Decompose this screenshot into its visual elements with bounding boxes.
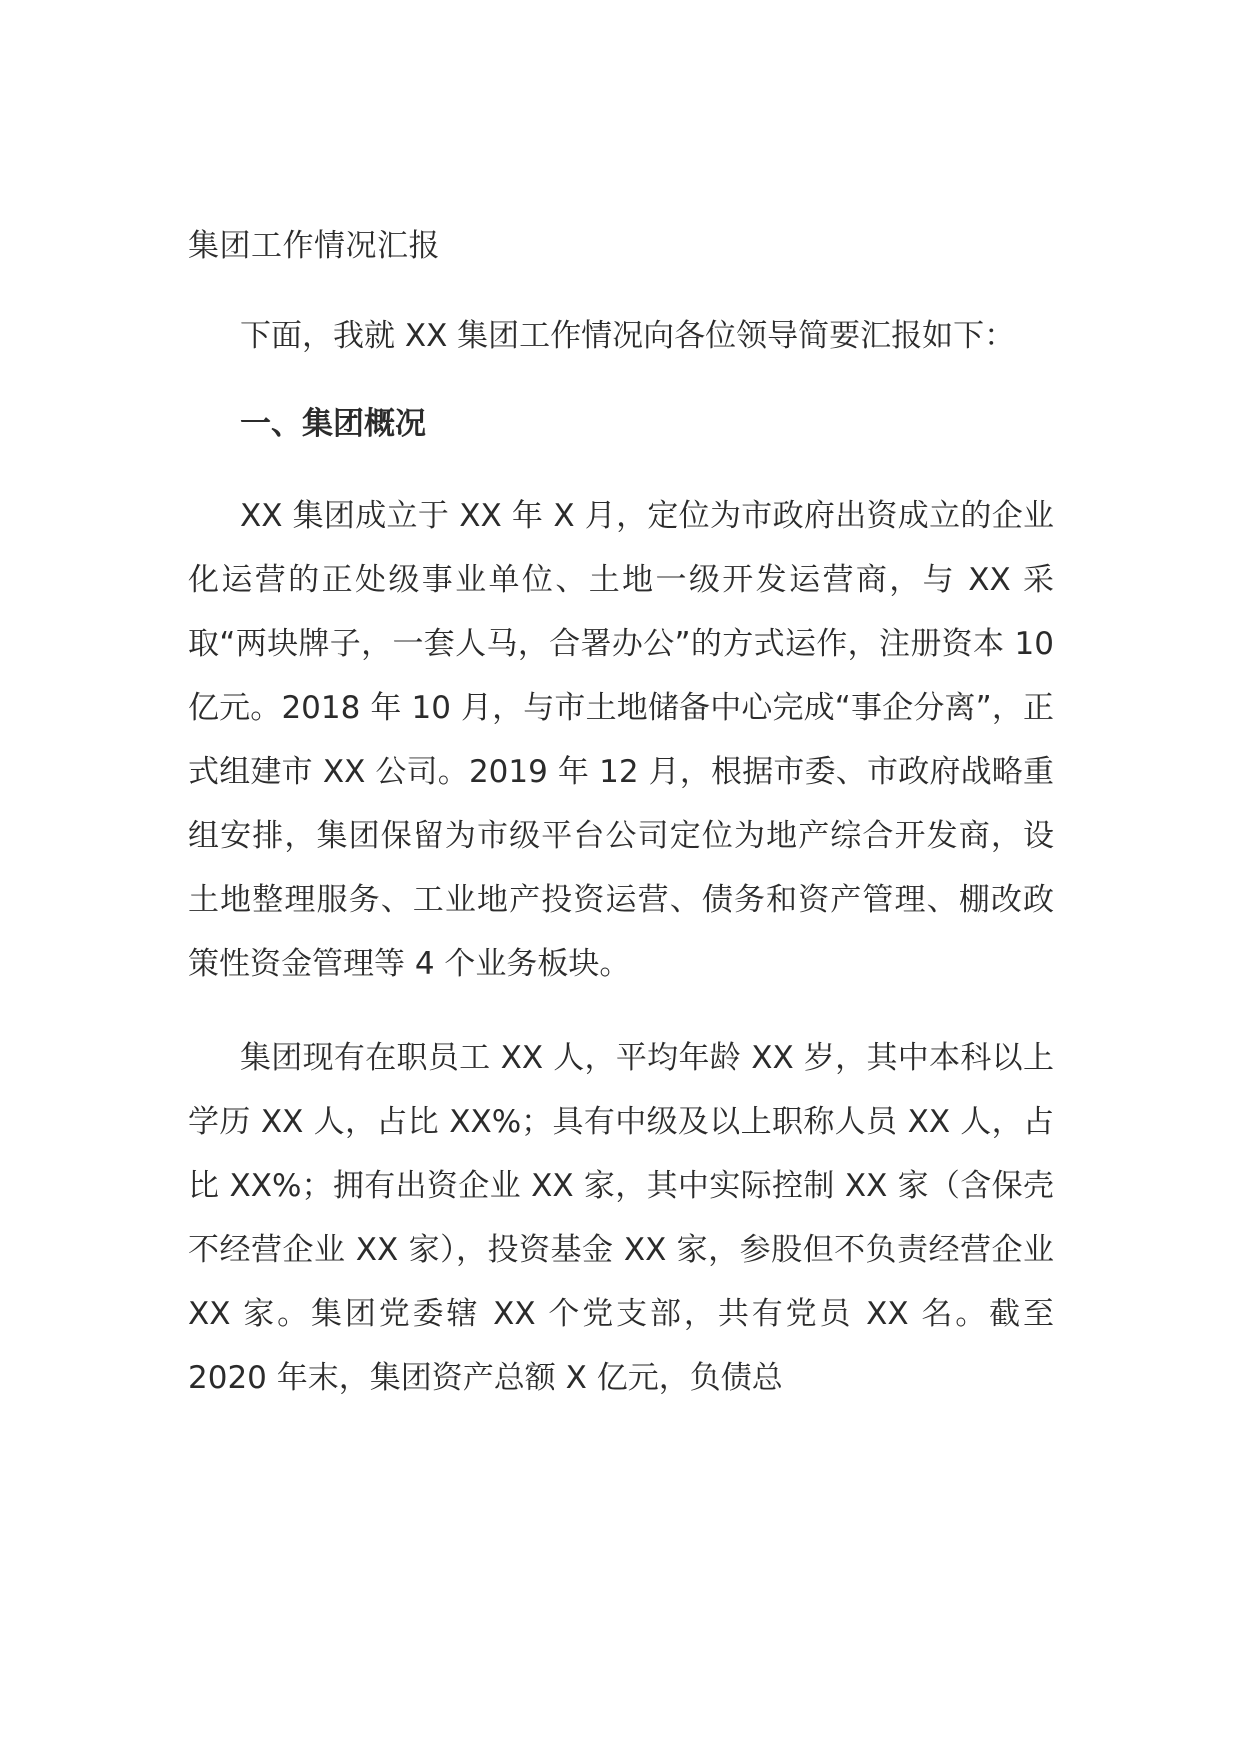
overview-paragraph-1: XX 集团成立于 XX 年 X 月，定位为市政府出资成立的企业化运营的正处级事业单位、土地一级开发运营商，与 XX 采取“两块牌子，一套人马，合署办公”的方式运作，注册资本 10 亿元。2018 年 10 月，与市土地储备中心完成“事企分离”，正式组建市 XX 公司。2019 年 12 月，根据市委、市政府战略重组安排，集团保留为市级平台公司定位为地产综合开发商，设土地整理服务、工业地产投资运营、债务和资产管理、棚改政策性资金管理等 4 个业务板块。: [188, 498, 1054, 982]
section-heading: 一、集团概况: [240, 406, 426, 442]
overview-paragraph-2: 集团现有在职员工 XX 人，平均年龄 XX 岁，其中本科以上学历 XX 人，占比 XX%；具有中级及以上职称人员 XX 人，占比 XX%；拥有出资企业 XX 家，其中实际控制 XX 家（含保壳不经营企业 XX 家），投资基金 XX 家，参股但不负责经营企业 XX 家。集团党委辖 XX 个党支部，共有党员 XX 名。截至 2020 年末，集团资产总额 X 亿元，负债总: [188, 1040, 1054, 1396]
document-title: 集团工作情况汇报: [188, 228, 440, 264]
document-body: [188, 224, 1054, 1410]
intro-paragraph: 下面，我就 XX 集团工作情况向各位领导简要汇报如下：: [240, 318, 1016, 354]
